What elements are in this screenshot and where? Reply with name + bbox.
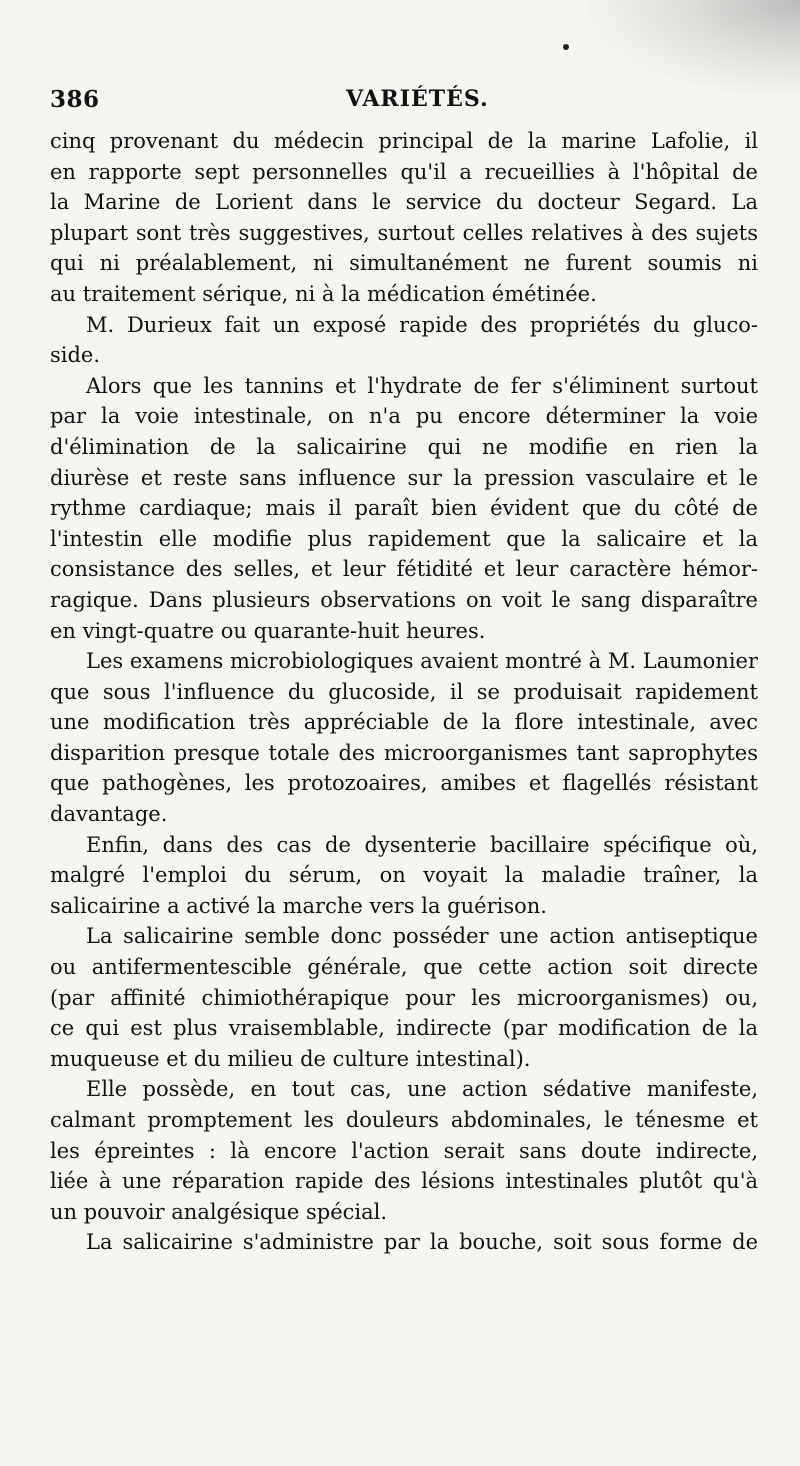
ink-spot — [563, 44, 569, 50]
running-head: VARIÉTÉS. — [346, 86, 489, 112]
text-line: une modification très appréciable de la flore intestinale, avec — [50, 710, 758, 735]
text-line: Enfin, dans des cas de dysenterie bacillaire spécifique où, — [86, 832, 758, 857]
text-line: au traitement sérique, ni à la médication émétinée. — [50, 281, 597, 306]
text-line: davantage. — [50, 802, 168, 827]
text-line: diurèse et reste sans influence sur la pression vasculaire et le — [50, 465, 758, 490]
text-line: La salicairine s'administre par la bouche, soit sous forme de — [86, 1230, 758, 1255]
text-line: calmant promptement les douleurs abdominales, le ténesme et — [50, 1108, 758, 1132]
text-line: plupart sont très suggestives, surtout celles relatives à des sujets — [50, 220, 758, 245]
text-line: muqueuse et du milieu de culture intestinal). — [50, 1046, 531, 1071]
text-line: d'élimination de la salicairine qui ne modifie en rien la — [50, 434, 758, 459]
body-text — [50, 126, 758, 1258]
page-number: 386 — [50, 86, 100, 113]
text-line: side. — [50, 343, 101, 368]
text-line: ou antifermentescible générale, que cette action soit directe — [50, 955, 758, 980]
text-line: salicairine a activé la marche vers la guérison. — [50, 893, 547, 918]
text-line: disparition presque totale des microorganismes tant saprophytes — [50, 740, 758, 765]
scan-smudge — [590, 0, 800, 95]
text-line: par la voie intestinale, on n'a pu encore déterminer la voie — [50, 404, 758, 429]
text-line: M. Durieux fait un exposé rapide des propriétés du gluco- — [86, 312, 758, 337]
text-line: Les examens microbiologiques avaient montré à M. Laumonier — [86, 649, 758, 674]
text-line: ragique. Dans plusieurs observations on voit le sang disparaître — [50, 587, 758, 612]
text-line: que sous l'influence du glucoside, il se produisait rapidement — [50, 679, 758, 704]
text-line: malgré l'emploi du sérum, on voyait la maladie traîner, la — [50, 863, 758, 888]
text-line: consistance des selles, et leur fétidité et leur caractère hémor- — [50, 557, 758, 582]
text-line: les épreintes : là encore l'action serait sans doute indirecte, — [50, 1138, 758, 1163]
text-line: cinq provenant du médecin principal de la marine Lafolie, il — [50, 129, 758, 153]
text-line: la Marine de Lorient dans le service du docteur Segard. La — [50, 190, 758, 215]
text-line: ce qui est plus vraisemblable, indirecte (par modification de la — [50, 1016, 758, 1041]
text-line: l'intestin elle modifie plus rapidement que la salicaire et la — [50, 526, 758, 551]
text-line: en rapporte sept personnelles qu'il a recueillies à l'hôpital de — [50, 159, 758, 184]
text-line: Elle possède, en tout cas, une action sédative manifeste, — [86, 1077, 758, 1102]
text-line: un pouvoir analgésique spécial. — [50, 1199, 388, 1224]
text-line: qui ni préalablement, ni simultanément ne furent soumis ni — [50, 251, 758, 276]
text-line: que pathogènes, les protozoaires, amibes et flagellés résistant — [50, 771, 758, 796]
text-line: liée à une réparation rapide des lésions intestinales plutôt qu'à — [50, 1169, 758, 1194]
text-line: Alors que les tannins et l'hydrate de fer s'éliminent surtout — [86, 373, 758, 398]
page-header — [50, 86, 760, 116]
text-line: rythme cardiaque; mais il paraît bien évident que du côté de — [50, 496, 758, 521]
text-line: en vingt-quatre ou quarante-huit heures. — [50, 618, 486, 643]
text-line: La salicairine semble donc posséder une action antiseptique — [86, 924, 758, 949]
text-line: (par affinité chimiothérapique pour les microorganismes) ou, — [50, 985, 758, 1010]
